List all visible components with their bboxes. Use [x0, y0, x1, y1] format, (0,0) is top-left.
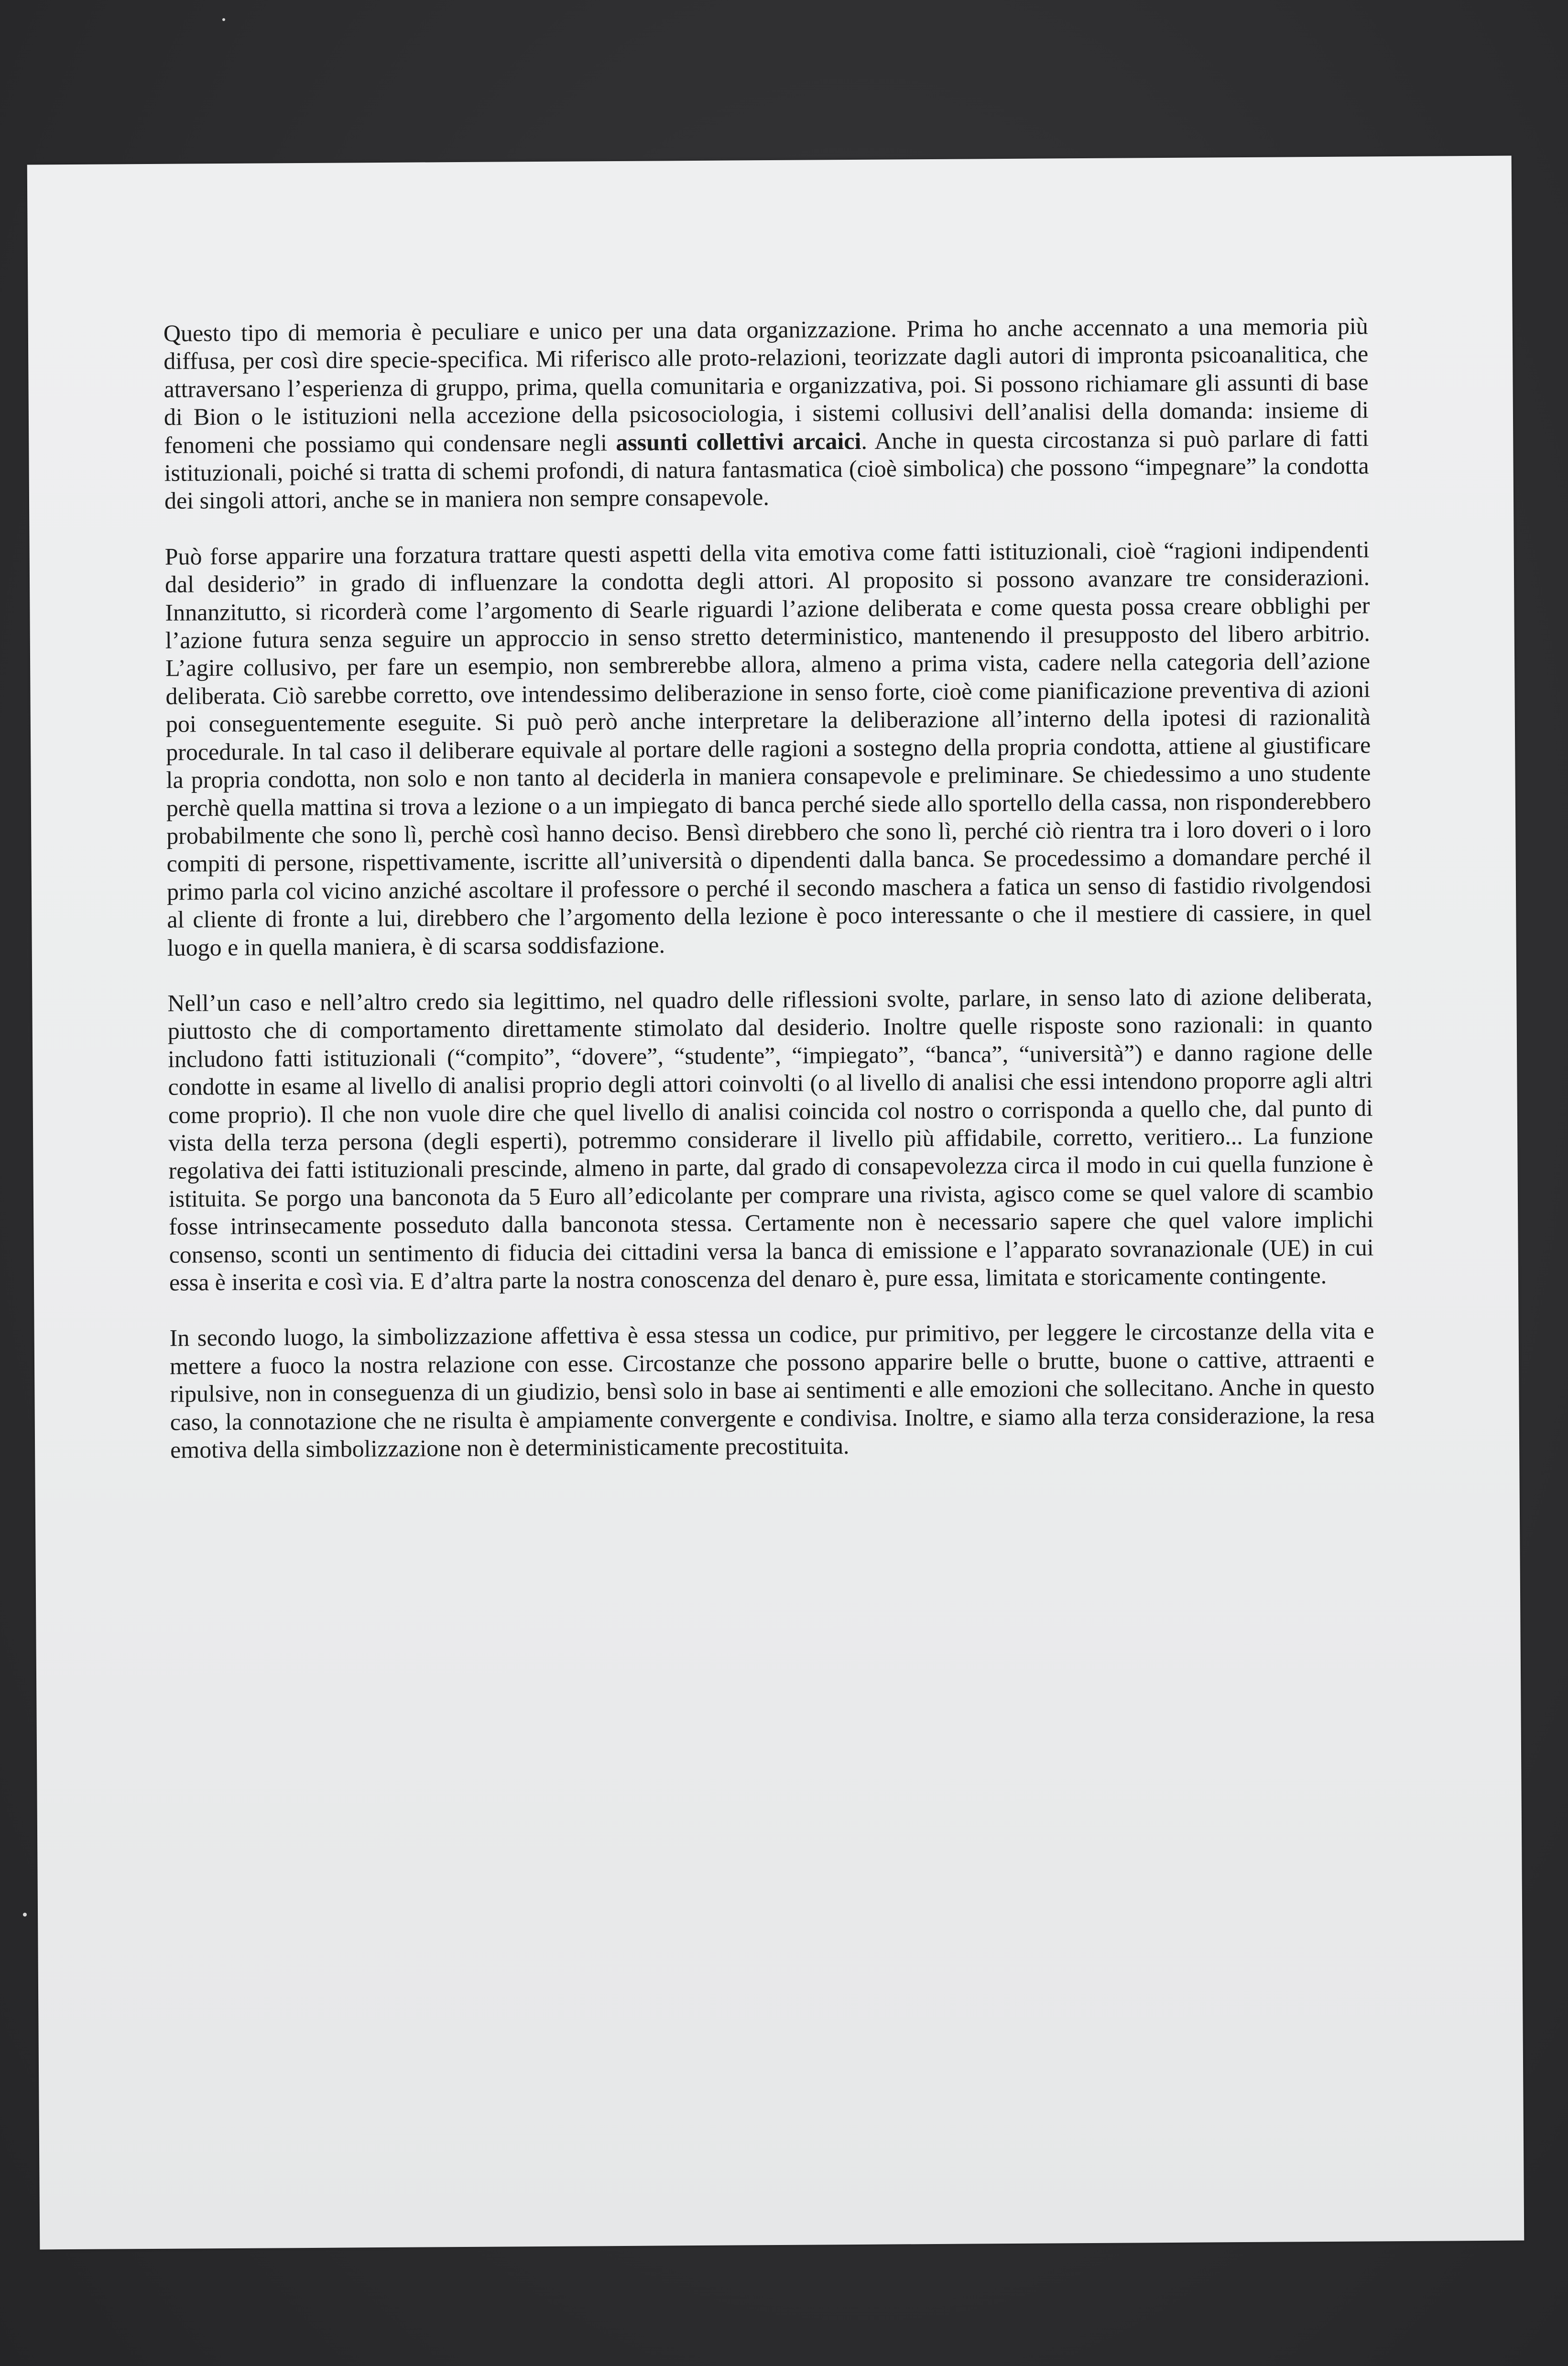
- document-body: [163, 312, 1375, 1491]
- dust-speck: [23, 1913, 27, 1917]
- paper-sheet: [27, 156, 1524, 2250]
- paragraph-1-text-start: Questo tipo di memoria è peculiare e unico per una data organizzazione. Prima ho anche accennato a una memoria più diffusa, per così dire specie-specifica. Mi riferisco alle proto-relazioni, teorizzate dagli autori di impronta psicoanalitica, che attraversano l’esperienza di gruppo, prima, quella comunitaria e organizzativa, poi. Si possono richiamare gli assunti di base di Bion o le istituzioni nella accezione della psicosociologia, i sistemi collusivi dell’analisi della domanda: insieme di fenomeni che possiamo qui condensare negli: [163, 312, 1369, 459]
- paragraph-1-text-end: . Anche in questa circostanza si può parlare di fatti istituzionali, poiché si tratta di schemi profondi, di natura fantasmatica (cioè simbolica) che possono “impegnare” la condotta dei singoli attori, anche se in maniera non sempre consapevole.: [164, 424, 1369, 515]
- paragraph-3: Nell’un caso e nell’altro credo sia legittimo, nel quadro delle riflessioni svolte, parlare, in senso lato di azione deliberata, piuttosto che di comportamento direttamente stimolato dal desiderio. Inoltre quelle risposte sono razionali: in quanto includono fatti istituzionali (“compito”, “dovere”, “studente”, “impiegato”, “banca”, “università”) e danno ragione delle condotte in esame al livello di analisi proprio degli attori coinvolti (o al livello di analisi che essi intendono proporre agli altri come proprio). Il che non vuole dire che quel livello di analisi coincida col nostro o corrisponda a quello che, dal punto di vista della terza persona (degli esperti), potremmo considerare il livello più affidabile, corretto, veritiero... La funzione regolativa dei fatti istituzionali prescinde, almeno in parte, dal grado di consapevolezza circa il modo in cui quella funzione è istituita. Se porgo una banconota da 5 Euro all’edicolante per comprare una rivista, agisco come se quel valore di scambio fosse intrinsecamente posseduto dalla banconota stessa. Certamente non è necessario sapere che quel valore implichi consenso, sconti un sentimento di fiducia dei cittadini versa la banca di emissione e l’apparato sovranazionale (UE) in cui essa è inserita e così via. E d’altra parte la nostra conoscenza del denaro è, pure essa, limitata e storicamente contingente.: [167, 982, 1374, 1296]
- bold-term: assunti collettivi arcaici: [616, 427, 861, 456]
- paragraph-4: In secondo luogo, la simbolizzazione affettiva è essa stessa un codice, pur primitivo, per leggere le circostanze della vita e mettere a fuoco la nostra relazione con esse. Circostanze che possono apparire belle o brutte, buone o cattive, attraenti e ripulsive, non in conseguenza di un giudizio, bensì solo in base ai sentimenti e alle emozioni che sollecitano. Anche in questo caso, la connotazione che ne risulta è ampiamente convergente e condivisa. Inoltre, e siamo alla terza considerazione, la resa emotiva della simbolizzazione non è deterministicamente precostituita.: [169, 1317, 1375, 1463]
- dust-speck: [222, 18, 225, 21]
- paragraph-1: [163, 312, 1369, 515]
- paragraph-2: Può forse apparire una forzatura trattare questi aspetti della vita emotiva come fatti istituzionali, cioè “ragioni indipendenti dal desiderio” in grado di influenzare la condotta degli attori. Al proposito si possono avanzare tre considerazioni. Innanzitutto, si ricorderà come l’argomento di Searle riguardi l’azione deliberata e come questa possa creare obblighi per l’azione futura senza seguire un approccio in senso stretto deterministico, mantenendo il presupposto del libero arbitrio. L’agire collusivo, per fare un esempio, non sembrerebbe allora, almeno a prima vista, cadere nella categoria dell’azione deliberata. Ciò sarebbe corretto, ove intendessimo deliberazione in senso forte, cioè come pianificazione preventiva di azioni poi conseguentemente eseguite. Si può però anche interpretare la deliberazione all’interno della ipotesi di razionalità procedurale. In tal caso il deliberare equivale al portare delle ragioni a sostegno della propria condotta, attiene al giustificare la propria condotta, non solo e non tanto al deciderla in maniera consapevole e preliminare. Se chiedessimo a uno studente perchè quella mattina si trova a lezione o a un impiegato di banca perché siede allo sportello della cassa, non risponderebbero probabilmente che sono lì, perchè così hanno deciso. Bensì direbbero che sono lì, perché ciò rientra tra i loro doveri o i loro compiti di persone, rispettivamente, iscritte all’università o dipendenti dalla banca. Se procedessimo a domandare perché il primo parla col vicino anziché ascoltare il professore o perché il secondo maschera a fatica un senso di fastidio rivolgendosi al cliente di fronte a lui, direbbero che l’argomento della lezione è poco interessante o che il mestiere di cassiere, in quel luogo e in quella maniera, è di scarsa soddisfazione.: [164, 536, 1372, 961]
